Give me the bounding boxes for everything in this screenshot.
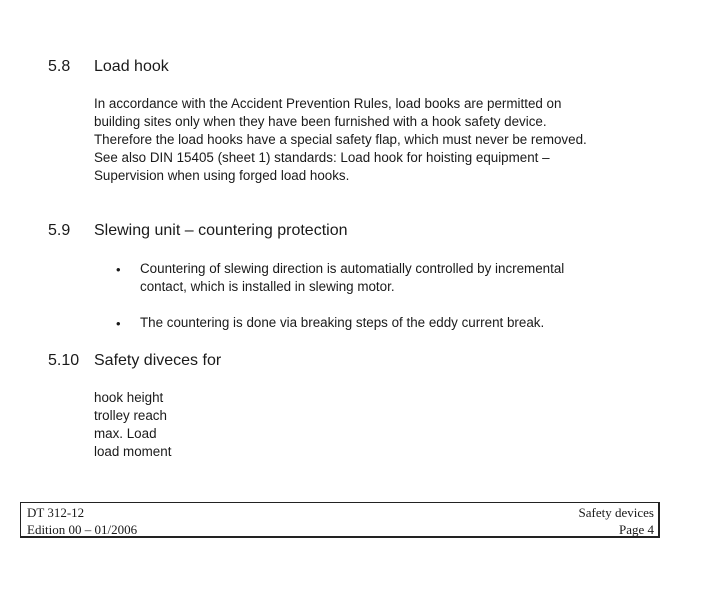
document-id: DT 312-12 — [27, 505, 85, 520]
bullet-line: Countering of slewing direction is automatially controlled by incremental — [140, 261, 565, 276]
section-title-load-hook: Load hook — [94, 58, 169, 75]
bullet-item — [140, 260, 680, 296]
bullet-item — [140, 314, 680, 332]
bullet-line: The countering is done via breaking steps of the eddy current break. — [140, 315, 545, 330]
section-number-5-10: 5.10 — [48, 352, 80, 369]
page-footer — [20, 502, 660, 538]
bullet-line: contact, which is installed in slewing motor. — [140, 279, 395, 294]
bullet-icon: • — [116, 316, 121, 331]
safety-device-item: max. Load — [94, 426, 157, 441]
safety-device-item: trolley reach — [94, 408, 167, 423]
edition-label: Edition 00 – 01/2006 — [27, 522, 138, 537]
load-hook-paragraph — [94, 95, 694, 185]
paragraph-line: See also DIN 15405 (sheet 1) standards: Load hook for hoisting equipment – — [94, 150, 550, 165]
bullet-icon: • — [116, 262, 121, 277]
safety-device-item: load moment — [94, 444, 172, 459]
paragraph-line: Supervision when using forged load hooks. — [94, 168, 350, 183]
page-number: Page 4 — [618, 522, 654, 537]
safety-device-item: hook height — [94, 390, 164, 405]
section-title-slewing-unit: Slewing unit – countering protection — [94, 222, 348, 239]
section-number-5-8: 5.8 — [48, 58, 71, 75]
paragraph-line: building sites only when they have been furnished with a hook safety device. — [94, 114, 547, 129]
section-title-safety-devices: Safety diveces for — [94, 352, 222, 369]
paragraph-line: Therefore the load hooks have a special safety flap, which must never be removed. — [94, 132, 587, 147]
footer-section-name: Safety devices — [578, 505, 654, 520]
paragraph-line: In accordance with the Accident Prevention Rules, load books are permitted on — [94, 96, 562, 111]
section-number-5-9: 5.9 — [48, 222, 71, 239]
